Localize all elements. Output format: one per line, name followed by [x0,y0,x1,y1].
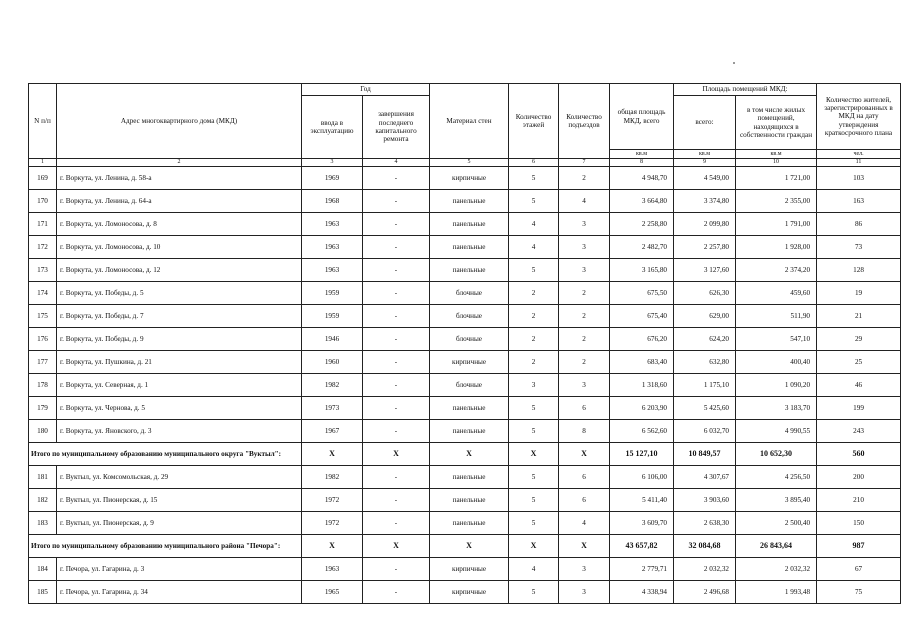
subtotal-x-mark: X [430,443,509,466]
entrances-cell: 2 [559,305,610,328]
row-number: 174 [29,282,57,305]
entrances-cell: 3 [559,581,610,604]
subtotal-residents: 987 [817,535,901,558]
row-number: 181 [29,466,57,489]
total-area-cell: 675,40 [610,305,674,328]
material-cell: панельные [430,213,509,236]
material-cell: блочные [430,374,509,397]
address-cell: г. Воркута, ул. Яновского, д. 3 [57,420,302,443]
column-number: 5 [430,159,509,167]
col-npp-header: N п/п [29,84,57,159]
year-commission-cell: 1965 [302,581,363,604]
floors-cell: 2 [509,305,559,328]
entrances-cell: 3 [559,259,610,282]
year-repair-cell: - [363,167,430,190]
address-cell: г. Вуктыл, ул. Комсомольская, д. 29 [57,466,302,489]
residents-cell: 73 [817,236,901,259]
total-area-cell: 675,50 [610,282,674,305]
total-area-cell: 5 411,40 [610,489,674,512]
year-repair-cell: - [363,305,430,328]
table-row [29,466,901,489]
premises-total-cell: 3 374,80 [674,190,736,213]
year-commission-cell: 1968 [302,190,363,213]
year-repair-cell: - [363,397,430,420]
premises-private-cell: 400,40 [736,351,817,374]
premises-private-cell: 2 032,32 [736,558,817,581]
material-cell: кирпичные [430,581,509,604]
row-number: 182 [29,489,57,512]
residents-cell: 163 [817,190,901,213]
entrances-cell: 3 [559,213,610,236]
year-repair-cell: - [363,282,430,305]
premises-private-cell: 547,10 [736,328,817,351]
premises-total-cell: 3 903,60 [674,489,736,512]
year-commission-cell: 1963 [302,558,363,581]
entrances-cell: 6 [559,489,610,512]
column-number: 10 [736,159,817,167]
year-commission-cell: 1982 [302,466,363,489]
col-year-group-header: Год [302,84,430,96]
total-area-cell: 6 562,60 [610,420,674,443]
col-total-area-header: общая площадь МКД, всего [610,84,674,150]
column-number: 3 [302,159,363,167]
residents-cell: 243 [817,420,901,443]
residents-cell: 67 [817,558,901,581]
subtotal-premises-total: 10 849,57 [674,443,736,466]
premises-total-cell: 1 175,10 [674,374,736,397]
material-cell: панельные [430,397,509,420]
year-repair-cell: - [363,236,430,259]
col-residents-header: Количество жителей, зарегистрированных в МКД на дату утверждения краткосрочного плана [817,84,901,150]
entrances-cell: 4 [559,512,610,535]
column-numbers-row [29,159,901,167]
col-year-commission-header: ввода в эксплуатацию [302,96,363,159]
year-commission-cell: 1946 [302,328,363,351]
year-commission-cell: 1967 [302,420,363,443]
residents-cell: 21 [817,305,901,328]
table-row [29,558,901,581]
material-cell: панельные [430,236,509,259]
col-entrances-header: Количество подъездов [559,84,610,159]
subtotal-row [29,535,901,558]
subtotal-residents: 560 [817,443,901,466]
year-commission-cell: 1959 [302,282,363,305]
subtotal-label: Итого по муниципальному образованию муниципального округа "Вуктыл": [29,443,302,466]
subtotal-premises-private: 10 652,30 [736,443,817,466]
residents-cell: 103 [817,167,901,190]
address-cell: г. Вуктыл, ул. Пионерская, д. 15 [57,489,302,512]
row-number: 175 [29,305,57,328]
subtotal-premises-private: 26 843,64 [736,535,817,558]
premises-total-cell: 2 032,32 [674,558,736,581]
premises-private-cell: 1 090,20 [736,374,817,397]
year-repair-cell: - [363,328,430,351]
floors-cell: 2 [509,351,559,374]
row-number: 171 [29,213,57,236]
premises-total-cell: 2 257,80 [674,236,736,259]
unit-area: кв.м [610,150,674,159]
floors-cell: 5 [509,512,559,535]
premises-total-cell: 3 127,60 [674,259,736,282]
floors-cell: 5 [509,259,559,282]
housing-register-table [28,83,901,604]
subtotal-x-mark: X [363,535,430,558]
year-commission-cell: 1982 [302,374,363,397]
address-cell: г. Воркута, ул. Ленина, д. 58-а [57,167,302,190]
entrances-cell: 2 [559,167,610,190]
material-cell: панельные [430,512,509,535]
premises-private-cell: 2 355,00 [736,190,817,213]
column-number: 4 [363,159,430,167]
floors-cell: 5 [509,167,559,190]
address-cell: г. Воркута, ул. Победы, д. 7 [57,305,302,328]
residents-cell: 25 [817,351,901,374]
year-repair-cell: - [363,259,430,282]
total-area-cell: 2 482,70 [610,236,674,259]
table-row [29,351,901,374]
subtotal-x-mark: X [509,443,559,466]
premises-private-cell: 1 928,00 [736,236,817,259]
residents-cell: 199 [817,397,901,420]
row-number: 169 [29,167,57,190]
table-row [29,259,901,282]
total-area-cell: 2 258,80 [610,213,674,236]
floors-cell: 4 [509,213,559,236]
subtotal-total-area: 15 127,10 [610,443,674,466]
material-cell: кирпичные [430,167,509,190]
year-repair-cell: - [363,351,430,374]
material-cell: панельные [430,190,509,213]
premises-total-cell: 629,00 [674,305,736,328]
total-area-cell: 1 318,60 [610,374,674,397]
year-repair-cell: - [363,213,430,236]
material-cell: панельные [430,489,509,512]
address-cell: г. Воркута, ул. Чернова, д. 5 [57,397,302,420]
floors-cell: 2 [509,282,559,305]
subtotal-x-mark: X [559,443,610,466]
premises-private-cell: 3 895,40 [736,489,817,512]
floors-cell: 3 [509,374,559,397]
total-area-cell: 4 948,70 [610,167,674,190]
year-commission-cell: 1969 [302,167,363,190]
year-commission-cell: 1972 [302,489,363,512]
column-number: 11 [817,159,901,167]
year-repair-cell: - [363,512,430,535]
premises-private-cell: 1 721,00 [736,167,817,190]
material-cell: блочные [430,282,509,305]
premises-total-cell: 2 638,30 [674,512,736,535]
unit-residents: чел. [817,150,901,159]
year-commission-cell: 1973 [302,397,363,420]
year-commission-cell: 1960 [302,351,363,374]
premises-total-cell: 5 425,60 [674,397,736,420]
total-area-cell: 6 203,90 [610,397,674,420]
material-cell: кирпичные [430,351,509,374]
column-number: 6 [509,159,559,167]
floors-cell: 2 [509,328,559,351]
col-premises-private-header: в том числе жилых помещений, находящихся в собственности граждан [736,96,817,150]
premises-private-cell: 4 990,55 [736,420,817,443]
table-row [29,190,901,213]
premises-total-cell: 4 307,67 [674,466,736,489]
subtotal-x-mark: X [302,535,363,558]
premises-total-cell: 2 496,68 [674,581,736,604]
year-repair-cell: - [363,466,430,489]
premises-private-cell: 2 374,20 [736,259,817,282]
col-material-header: Материал стен [430,84,509,159]
table-row [29,397,901,420]
col-premises-group-header: Площадь помещений МКД: [674,84,817,96]
subtotal-x-mark: X [559,535,610,558]
subtotal-row [29,443,901,466]
table-row [29,282,901,305]
table-row [29,512,901,535]
column-number: 2 [57,159,302,167]
row-number: 173 [29,259,57,282]
year-commission-cell: 1963 [302,259,363,282]
scan-speck [733,62,735,64]
total-area-cell: 676,20 [610,328,674,351]
premises-total-cell: 632,80 [674,351,736,374]
material-cell: блочные [430,305,509,328]
year-repair-cell: - [363,190,430,213]
premises-private-cell: 459,60 [736,282,817,305]
column-number: 7 [559,159,610,167]
col-year-repair-header: завершения последнего капитального ремонта [363,96,430,159]
residents-cell: 75 [817,581,901,604]
premises-private-cell: 1 791,00 [736,213,817,236]
entrances-cell: 2 [559,328,610,351]
material-cell: блочные [430,328,509,351]
year-repair-cell: - [363,374,430,397]
floors-cell: 4 [509,236,559,259]
residents-cell: 29 [817,328,901,351]
table-row [29,328,901,351]
floors-cell: 5 [509,397,559,420]
table-row [29,489,901,512]
row-number: 176 [29,328,57,351]
total-area-cell: 2 779,71 [610,558,674,581]
residents-cell: 210 [817,489,901,512]
year-repair-cell: - [363,489,430,512]
address-cell: г. Воркута, ул. Ломоносова, д. 8 [57,213,302,236]
year-repair-cell: - [363,558,430,581]
floors-cell: 5 [509,489,559,512]
column-number: 1 [29,159,57,167]
floors-cell: 5 [509,190,559,213]
address-cell: г. Воркута, ул. Победы, д. 9 [57,328,302,351]
row-number: 184 [29,558,57,581]
year-repair-cell: - [363,581,430,604]
entrances-cell: 2 [559,282,610,305]
entrances-cell: 3 [559,374,610,397]
total-area-cell: 3 609,70 [610,512,674,535]
subtotal-x-mark: X [302,443,363,466]
total-area-cell: 3 664,80 [610,190,674,213]
subtotal-x-mark: X [363,443,430,466]
entrances-cell: 3 [559,236,610,259]
unit-premises-total: кв.м [674,150,736,159]
col-floors-header: Количество этажей [509,84,559,159]
subtotal-total-area: 43 657,82 [610,535,674,558]
address-cell: г. Воркута, ул. Ленина, д. 64-а [57,190,302,213]
row-number: 178 [29,374,57,397]
column-number: 8 [610,159,674,167]
col-premises-total-header: всего: [674,96,736,150]
subtotal-label: Итого по муниципальному образованию муниципального района "Печора": [29,535,302,558]
total-area-cell: 3 165,80 [610,259,674,282]
column-number: 9 [674,159,736,167]
premises-total-cell: 624,20 [674,328,736,351]
floors-cell: 5 [509,581,559,604]
year-commission-cell: 1963 [302,236,363,259]
table-row [29,420,901,443]
residents-cell: 19 [817,282,901,305]
address-cell: г. Печора, ул. Гагарина, д. 3 [57,558,302,581]
row-number: 179 [29,397,57,420]
year-repair-cell: - [363,420,430,443]
table-row [29,374,901,397]
total-area-cell: 4 338,94 [610,581,674,604]
table-row [29,213,901,236]
row-number: 177 [29,351,57,374]
year-commission-cell: 1972 [302,512,363,535]
address-cell: г. Воркута, ул. Северная, д. 1 [57,374,302,397]
premises-private-cell: 3 183,70 [736,397,817,420]
total-area-cell: 683,40 [610,351,674,374]
entrances-cell: 2 [559,351,610,374]
premises-total-cell: 6 032,70 [674,420,736,443]
table-row [29,305,901,328]
residents-cell: 128 [817,259,901,282]
col-address-header: Адрес многоквартирного дома (МКД) [57,84,302,159]
floors-cell: 5 [509,420,559,443]
subtotal-x-mark: X [509,535,559,558]
floors-cell: 5 [509,466,559,489]
address-cell: г. Вуктыл, ул. Пионерская, д. 9 [57,512,302,535]
subtotal-premises-total: 32 084,68 [674,535,736,558]
table-row [29,167,901,190]
residents-cell: 46 [817,374,901,397]
row-number: 185 [29,581,57,604]
residents-cell: 86 [817,213,901,236]
address-cell: г. Печора, ул. Гагарина, д. 34 [57,581,302,604]
row-number: 170 [29,190,57,213]
year-commission-cell: 1959 [302,305,363,328]
premises-total-cell: 4 549,00 [674,167,736,190]
entrances-cell: 6 [559,466,610,489]
row-number: 172 [29,236,57,259]
premises-total-cell: 2 099,80 [674,213,736,236]
entrances-cell: 4 [559,190,610,213]
material-cell: панельные [430,466,509,489]
address-cell: г. Воркута, ул. Пушкина, д. 21 [57,351,302,374]
entrances-cell: 8 [559,420,610,443]
total-area-cell: 6 106,00 [610,466,674,489]
premises-private-cell: 1 993,48 [736,581,817,604]
residents-cell: 150 [817,512,901,535]
address-cell: г. Воркута, ул. Ломоносова, д. 12 [57,259,302,282]
entrances-cell: 3 [559,558,610,581]
table-row [29,236,901,259]
subtotal-x-mark: X [430,535,509,558]
row-number: 183 [29,512,57,535]
entrances-cell: 6 [559,397,610,420]
material-cell: панельные [430,259,509,282]
material-cell: кирпичные [430,558,509,581]
premises-private-cell: 511,90 [736,305,817,328]
row-number: 180 [29,420,57,443]
premises-total-cell: 626,30 [674,282,736,305]
year-commission-cell: 1963 [302,213,363,236]
premises-private-cell: 2 500,40 [736,512,817,535]
material-cell: панельные [430,420,509,443]
premises-private-cell: 4 256,50 [736,466,817,489]
unit-premises-private: кв.м [736,150,817,159]
address-cell: г. Воркута, ул. Победы, д. 5 [57,282,302,305]
address-cell: г. Воркута, ул. Ломоносова, д. 10 [57,236,302,259]
residents-cell: 200 [817,466,901,489]
table-row [29,581,901,604]
floors-cell: 4 [509,558,559,581]
